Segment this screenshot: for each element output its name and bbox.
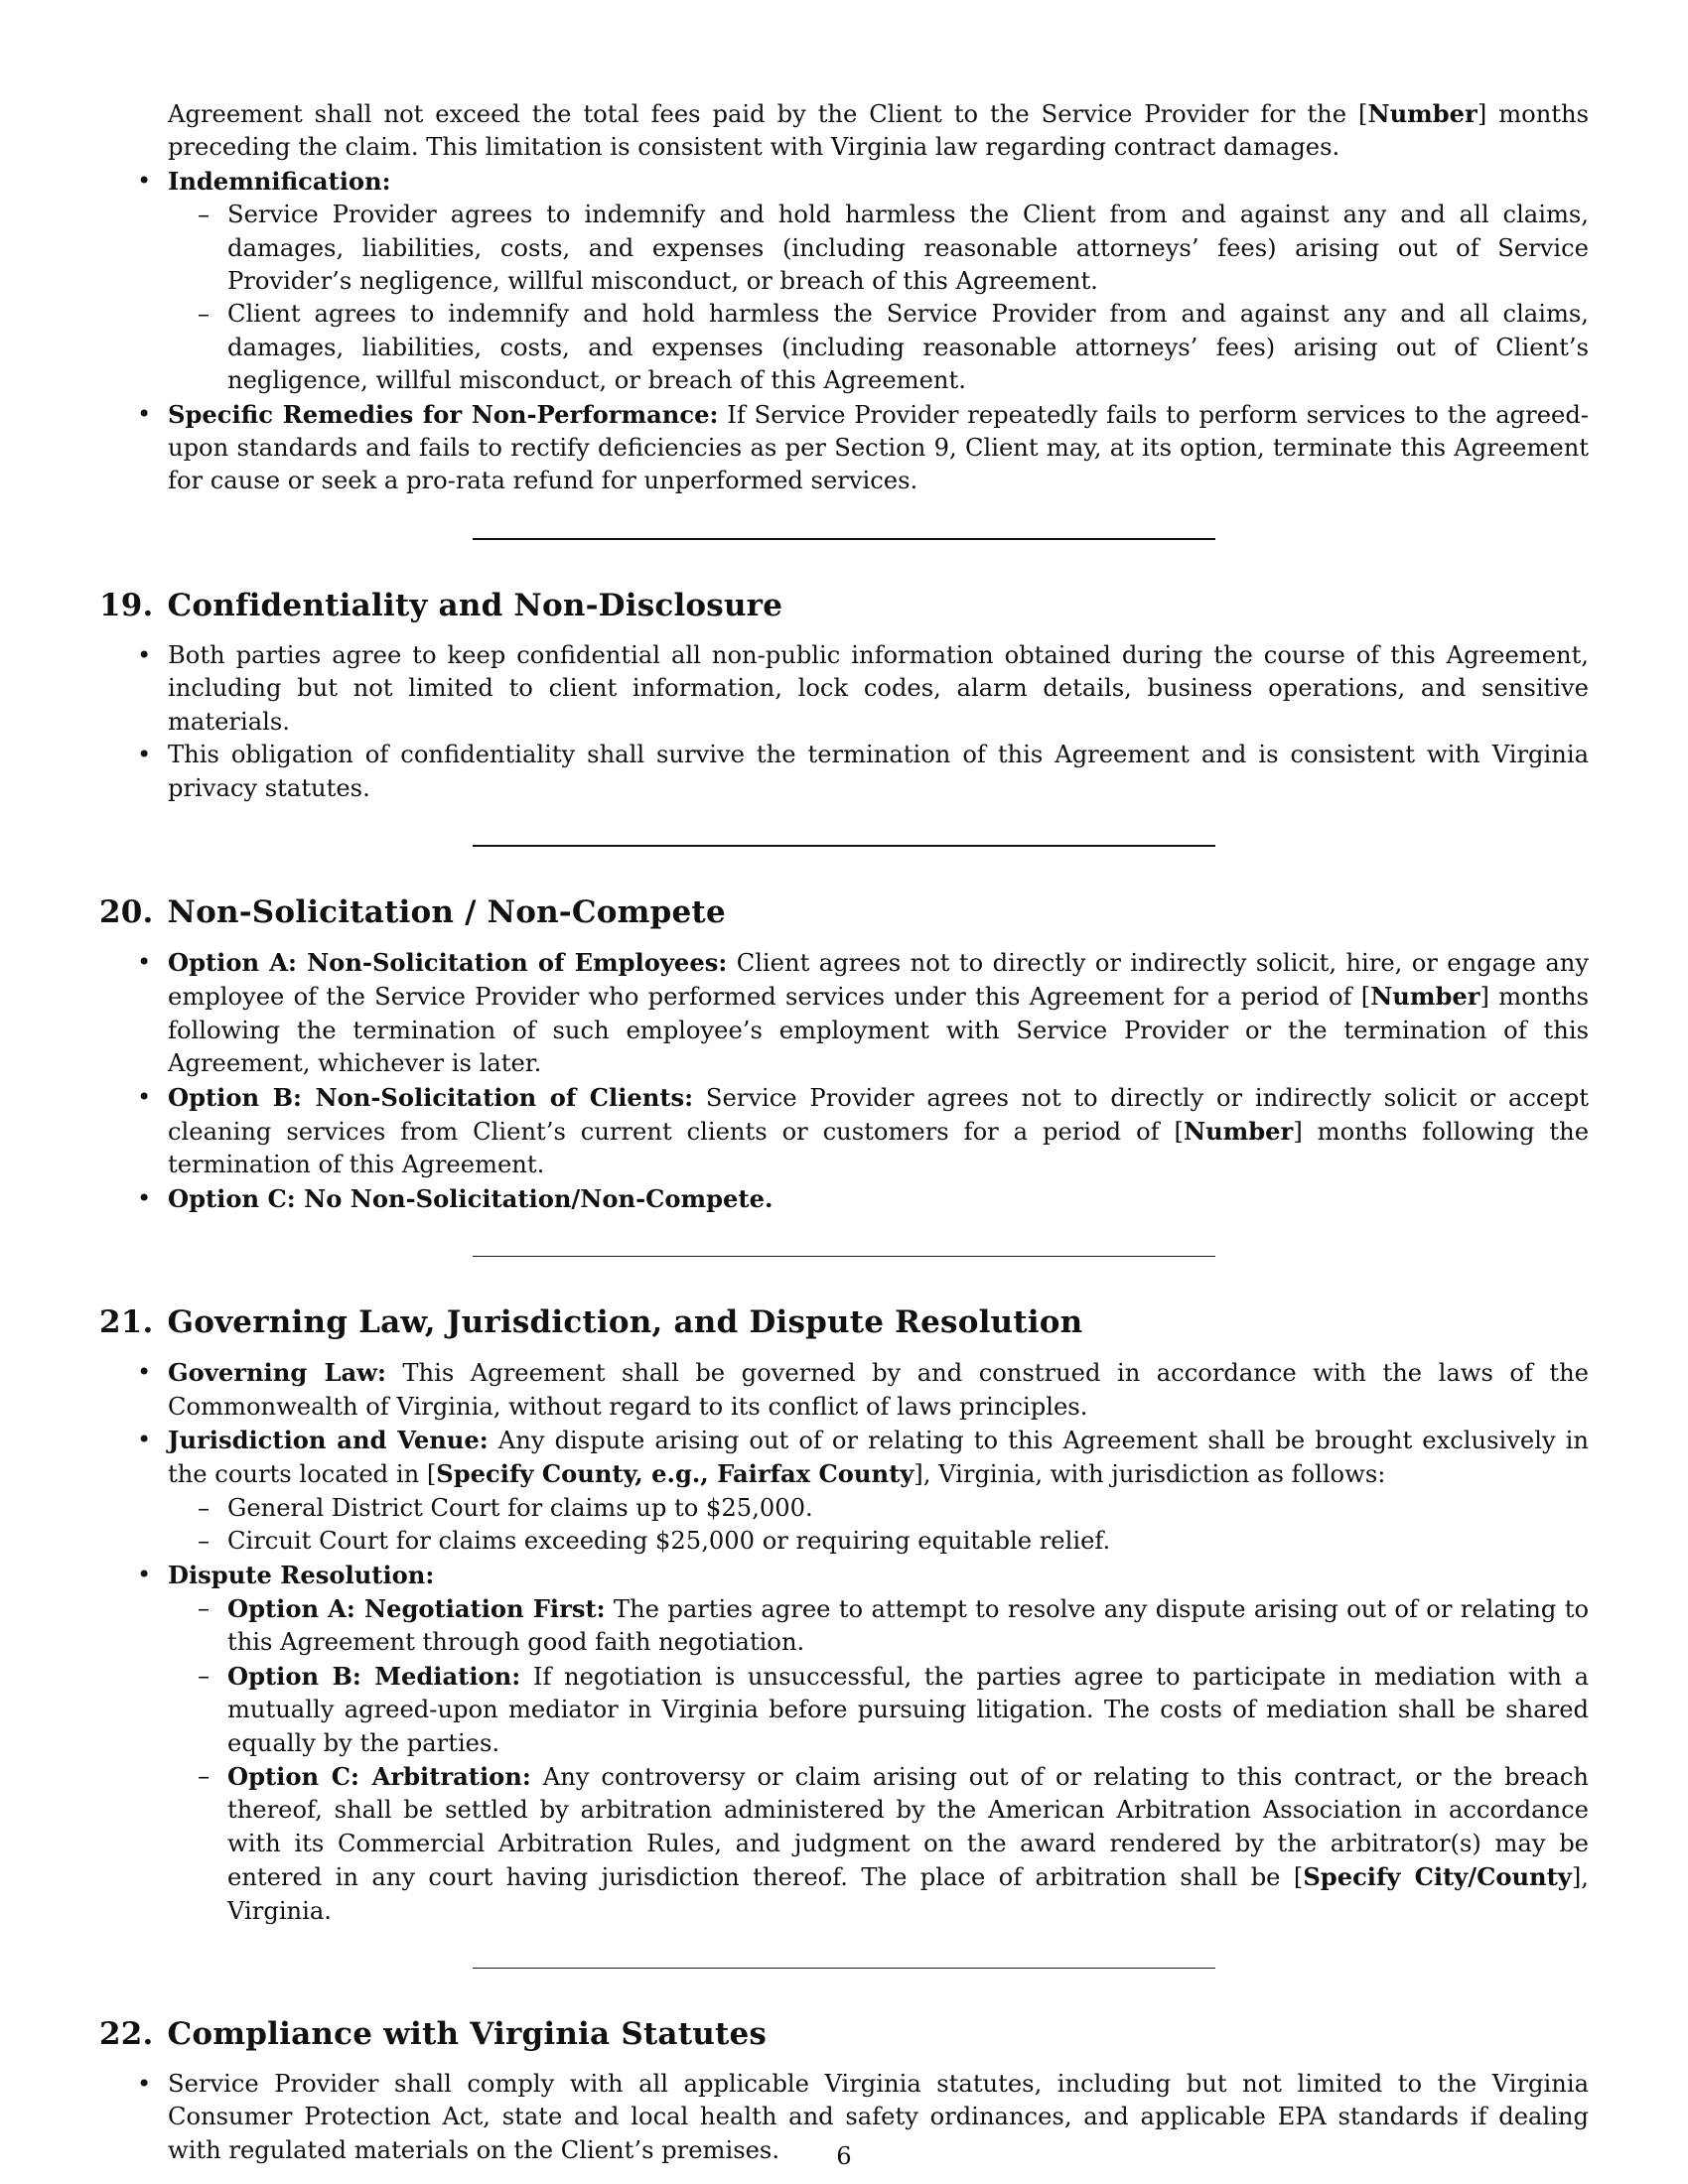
list-item-jurisdiction [99,1424,1589,1559]
item-text: Service Provider agrees not to directly or indirectly solicit or accept cleaning services from Client’s current clients or customers for a period of [ [168,1083,1589,1146]
sublist-item: – Client agrees to indemnify and hold harmless the Service Provider from and against any and all claims, damages, liabilities, costs, and expenses (including reasonable attorneys’ fees) arising out of Client’s negligence, willful misconduct, or breach of this Agreement. [168,298,1589,397]
item-heading: Option A: Negotiation First: [227,1594,606,1623]
section-title: Confidentiality and Non-Disclosure [167,587,783,623]
section-title: Governing Law, Jurisdiction, and Dispute Resolution [167,1304,1083,1341]
section-number: 20. [99,893,154,930]
section-heading-21 [99,1302,1589,1342]
item-heading: Governing Law: [168,1358,386,1388]
list-item-option-c [99,1182,1589,1216]
item-text: ] months following the termination of this Agreement. [168,1117,1590,1179]
item-heading: Option B: Mediation: [227,1661,521,1691]
section-heading-20 [99,892,1589,932]
sublist-item: – Circuit Court for claims exceeding $25,000 or requiring equitable relief. [168,1525,1589,1558]
liability-continuation [99,97,1589,165]
sublist-item: – Service Provider agrees to indemnify and hold harmless the Client from and against any and all claims, damages, liabilities, costs, and expenses (including reasonable attorneys’ fees) arising out of Service Provider’s negligence, willful misconduct, or breach of this Agreement. [168,199,1589,298]
section-number: 19. [99,587,154,623]
section-19-list [99,639,1589,805]
placeholder-city-county: Specify City/County [1303,1862,1572,1892]
item-text: ], Virginia, with jurisdiction as follows: [914,1460,1386,1489]
item-text: If Service Provider repeatedly fails to perform services to the agreed-upon standards and fails to rectify deficiencies as per Section 9, Client may, at its option, terminate this Agreement for cause or seek a pro-rata refund for unperformed services. [168,400,1589,495]
liability-list [99,165,1589,498]
section-heading-19 [99,586,1589,625]
section-20-list [99,946,1589,1216]
sublist-item: – General District Court for claims up to $25,000. [168,1492,1589,1525]
item-text: If negotiation is unsuccessful, the parties agree to participate in mediation with a mutually agreed-upon mediator in Virginia before pursuing litigation. The costs of mediation shall be shared equally by the parties. [227,1662,1589,1757]
item-text: Any dispute arising out of or relating to this Agreement shall be brought exclusively in the courts located in [ [168,1426,1589,1489]
indemnification-sublist [168,199,1589,397]
text: ] months preceding the claim. This limitation is consistent with Virginia law regarding contract damages. [168,100,1589,162]
sublist-item-option-a [168,1592,1589,1660]
list-item-indemnification [99,165,1589,398]
dispute-options-sublist [168,1592,1589,1928]
placeholder-number: Number [1367,99,1477,128]
placeholder-county: Specify County, e.g., Fairfax County [436,1459,914,1489]
item-heading: Option B: Non-Solicitation of Clients: [168,1082,694,1112]
list-item: • Both parties agree to keep confidential all non-public information obtained during the course of this Agreement, including but not limited to client information, lock codes, alarm details, business operations, and sensitive materials. [99,639,1589,739]
item-text: Any controversy or claim arising out of or relating to this contract, or the breach thereof, shall be settled by arbitration administered by the American Arbitration Association in accordance with its Commercial Arbitration Rules, and judgment on the award rendered by the arbitrator(s) may be entered in any court having jurisdiction thereof. The place of arbitration shall be [ [227,1763,1590,1892]
section-divider [473,1256,1215,1257]
item-text: ] months following the termination of such employee’s employment with Service Provider or the termination of this Agreement, whichever is later. [168,983,1589,1078]
list-item-option-b [99,1081,1589,1182]
item-heading: Jurisdiction and Venue: [168,1425,489,1454]
text: Agreement shall not exceed the total fees paid by the Client to the Service Provider for the [ [168,100,1368,128]
item-text: Client agrees not to directly or indirectly solicit, hire, or engage any employee of the Service Provider who performed services under this Agreement for a period of [ [168,948,1589,1012]
item-text: This Agreement shall be governed by and construed in accordance with the laws of the Commonwealth of Virginia, without regard to its conflict of laws principles. [168,1359,1589,1421]
item-heading: Option C: No Non-Solicitation/Non-Compete. [168,1183,774,1213]
section-21-list [99,1356,1589,1928]
list-item-remedies [99,398,1589,498]
section-heading-22 [99,2014,1589,2054]
item-heading: Indemnification: [168,166,391,196]
courts-sublist [168,1492,1589,1559]
item-text: The parties agree to attempt to resolve any dispute arising out of or relating to this Agreement through good faith negotiation. [227,1595,1590,1657]
list-item-option-a [99,946,1589,1081]
item-heading: Dispute Resolution: [168,1560,435,1589]
list-item-dispute-resolution [99,1559,1589,1928]
sublist-item-option-b [168,1660,1589,1760]
sublist-item-option-c [168,1760,1589,1928]
section-number: 22. [99,2016,154,2053]
section-divider [473,1968,1215,1969]
section-title: Non-Solicitation / Non-Compete [167,893,726,930]
item-heading: Option A: Non-Solicitation of Employees: [168,947,728,977]
item-heading: Specific Remedies for Non-Performance: [168,399,719,429]
section-number: 21. [99,1304,154,1341]
section-divider [473,845,1215,847]
list-item: • Service Provider shall comply with all applicable Virginia statutes, including but not limited to the Virginia Consumer Protection Act, state and local health and safety ordinances, and applicable EPA standards if dealing with regulated materials on the Client’s premises. [99,2068,1589,2167]
list-item: • This obligation of confidentiality shall survive the termination of this Agreement and is consistent with Virginia privacy statutes. [99,739,1589,805]
section-divider [473,538,1215,540]
section-title: Compliance with Virginia Statutes [167,2016,768,2053]
list-item-governing-law [99,1356,1589,1424]
placeholder-number: Number [1370,982,1480,1012]
placeholder-number: Number [1183,1116,1294,1146]
item-heading: Option C: Arbitration: [227,1762,531,1792]
page-number: 6 [836,2142,852,2170]
item-text: ], Virginia. [227,1863,1589,1925]
document-page [99,97,1589,2167]
